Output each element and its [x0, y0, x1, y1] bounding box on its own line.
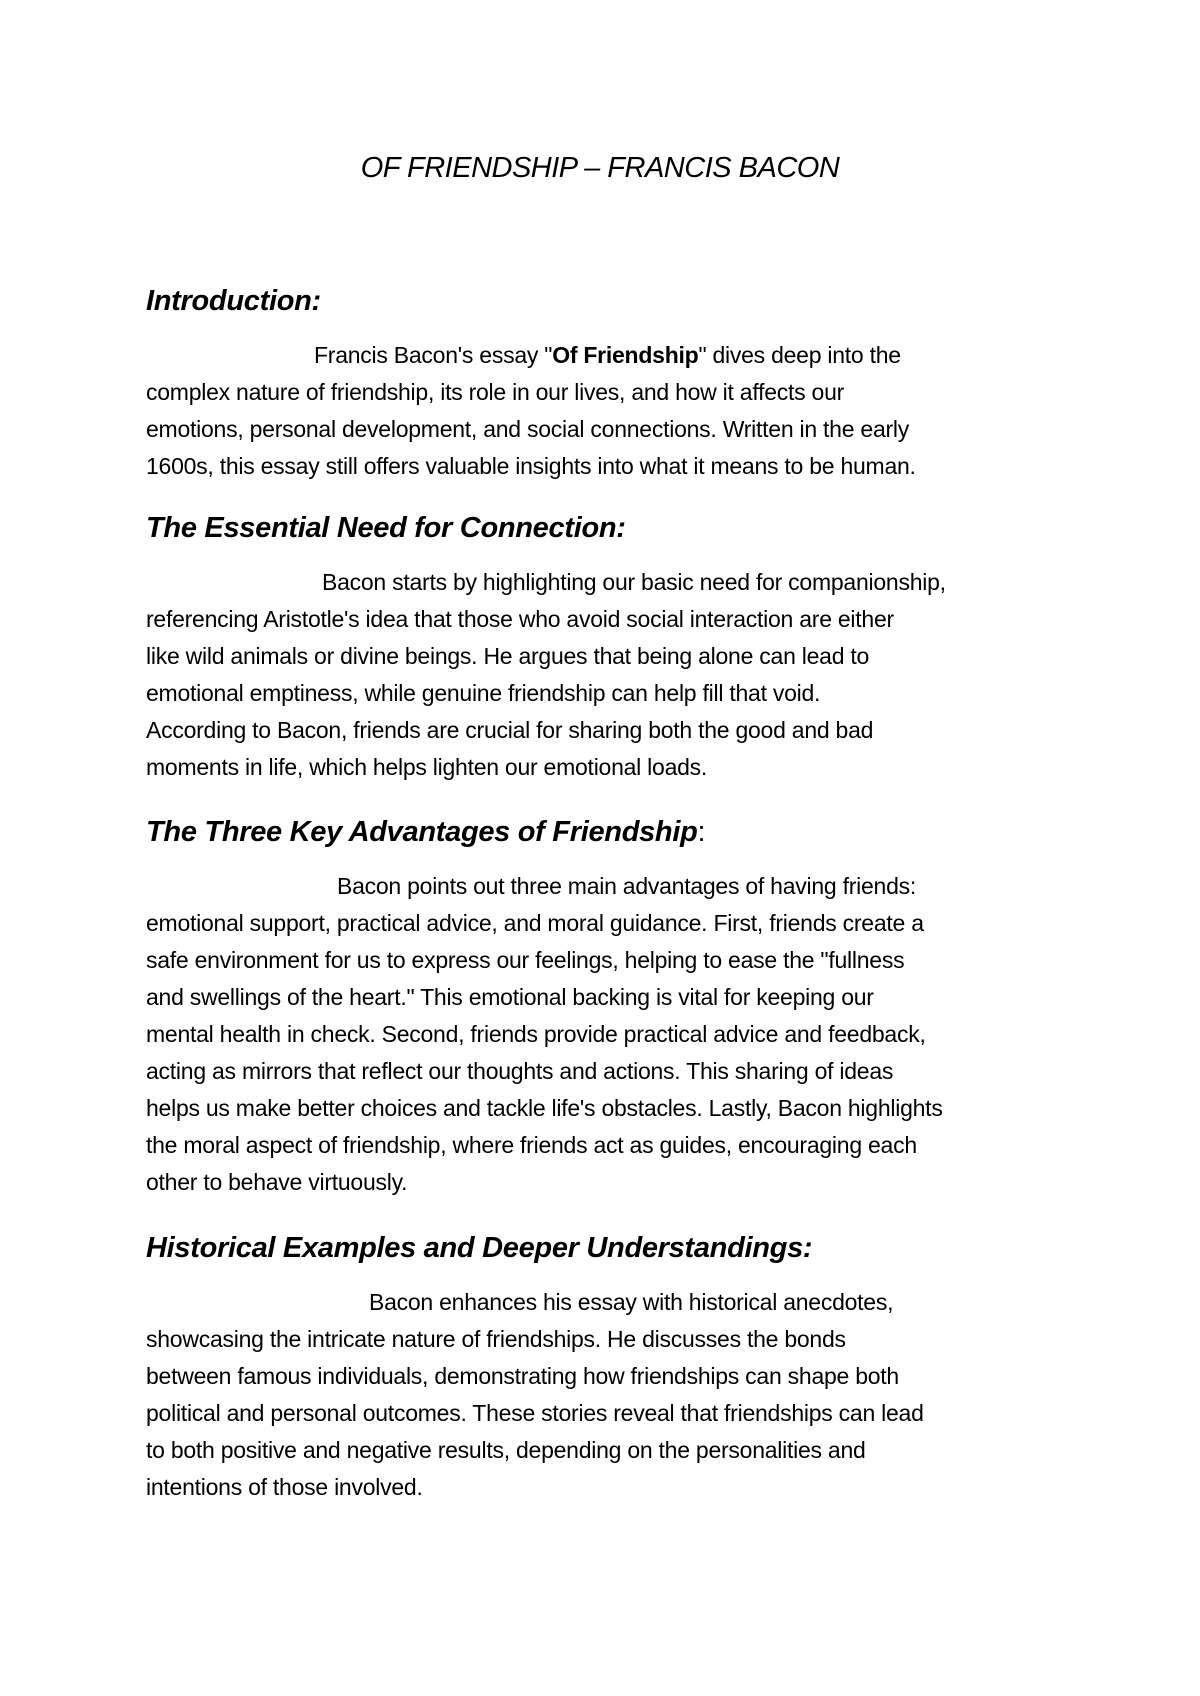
section-introduction: [146, 281, 1066, 485]
heading-text: The Three Key Advantages of Friendship: [146, 816, 698, 848]
paragraph-line: mental health in check. Second, friends provide practical advice and feedback,: [146, 1021, 926, 1047]
paragraph-line: the moral aspect of friendship, where friends act as guides, encouraging each: [146, 1132, 917, 1158]
section-heading: Introduction:: [146, 285, 321, 317]
paragraph-line: referencing Aristotle's idea that those who avoid social interaction are either: [146, 606, 894, 632]
paragraph-line: showcasing the intricate nature of friendships. He discusses the bonds: [146, 1326, 846, 1352]
paragraph-line: Bacon starts by highlighting our basic need for companionship,: [322, 569, 946, 595]
section-heading: [146, 812, 1066, 852]
paragraph-line: safe environment for us to express our feelings, helping to ease the "fullness: [146, 947, 905, 973]
paragraph-line: complex nature of friendship, its role in our lives, and how it affects our: [146, 379, 845, 405]
section-paragraph: [146, 337, 1066, 485]
paragraph-line: emotions, personal development, and social connections. Written in the early: [146, 416, 910, 442]
paragraph-line: intentions of those involved.: [146, 1474, 423, 1500]
paragraph-line: [146, 337, 1066, 374]
paragraph-line: other to behave virtuously.: [146, 1169, 408, 1195]
paragraph-line: moments in life, which helps lighten our emotional loads.: [146, 754, 708, 780]
paragraph-line: emotional emptiness, while genuine friendship can help fill that void.: [146, 680, 821, 706]
paragraph-line: helps us make better choices and tackle life's obstacles. Lastly, Bacon highlights: [146, 1095, 943, 1121]
document-title: OF FRIENDSHIP – FRANCIS BACON: [360, 152, 840, 184]
paragraph-line: and swellings of the heart." This emotional backing is vital for keeping our: [146, 984, 874, 1010]
essay-title-bold: Of Friendship: [552, 342, 699, 368]
section-paragraph: [146, 564, 1066, 786]
section-heading: The Essential Need for Connection:: [146, 512, 626, 544]
section-three-advantages: [146, 812, 1066, 1201]
paragraph-line: acting as mirrors that reflect our thoughts and actions. This sharing of ideas: [146, 1058, 894, 1084]
section-paragraph: [146, 1284, 1066, 1506]
section-heading: Historical Examples and Deeper Understandings:: [146, 1232, 813, 1264]
paragraph-line: like wild animals or divine beings. He argues that being alone can lead to: [146, 643, 870, 669]
paragraph-line: According to Bacon, friends are crucial for sharing both the good and bad: [146, 717, 874, 743]
paragraph-line: between famous individuals, demonstrating how friendships can shape both: [146, 1363, 899, 1389]
line-text: " dives deep into the: [698, 342, 901, 368]
paragraph-line: 1600s, this essay still offers valuable insights into what it means to be human.: [146, 453, 916, 479]
paragraph-line: to both positive and negative results, depending on the personalities and: [146, 1437, 866, 1463]
paragraph-line: Bacon points out three main advantages of having friends:: [337, 873, 917, 899]
paragraph-line: emotional support, practical advice, and moral guidance. First, friends create a: [146, 910, 924, 936]
section-paragraph: [146, 868, 1066, 1201]
section-essential-need: [146, 508, 1066, 786]
heading-colon: :: [697, 816, 706, 848]
line-text: Francis Bacon's essay ": [314, 342, 553, 368]
paragraph-line: Bacon enhances his essay with historical anecdotes,: [369, 1289, 894, 1315]
section-historical-examples: [146, 1228, 1066, 1506]
paragraph-line: political and personal outcomes. These stories reveal that friendships can lead: [146, 1400, 924, 1426]
